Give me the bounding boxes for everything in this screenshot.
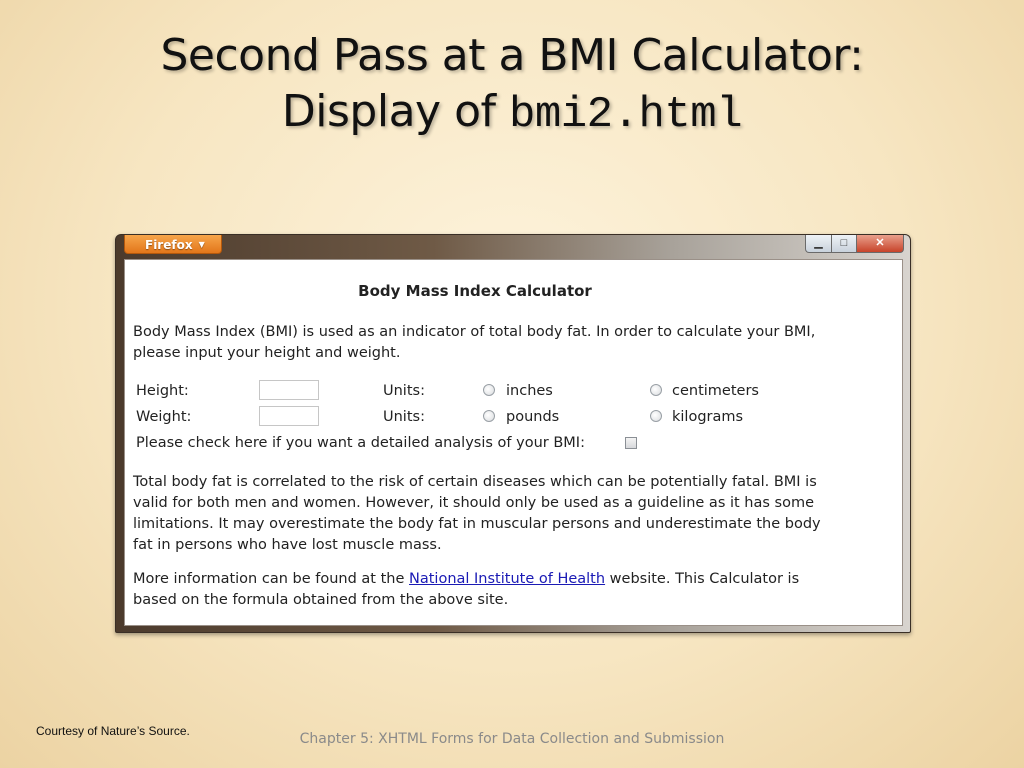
page-content bbox=[124, 259, 903, 626]
nih-link[interactable]: National Institute of Health bbox=[409, 571, 606, 587]
minimize-button[interactable] bbox=[805, 235, 832, 253]
inches-radio[interactable] bbox=[483, 384, 495, 396]
body-fat-paragraph: Total body fat is correlated to the risk of certain diseases which can be potentially fatal. BMI is valid for both men and women. However, it should only be used as a guideline as it has some limitations. It may overestimate the body fat in muscular persons and underestimate the body fat in persons who have lost muscle mass. bbox=[133, 474, 821, 553]
browser-window bbox=[115, 234, 911, 633]
courtesy-note: Courtesy of Nature’s Source. bbox=[36, 724, 190, 738]
chevron-down-icon: ▼ bbox=[198, 240, 205, 249]
detail-analysis-checkbox[interactable] bbox=[625, 437, 637, 449]
slide-title-filename: bmi2.html bbox=[508, 90, 743, 140]
weight-units-label: Units: bbox=[383, 409, 425, 425]
pounds-radio[interactable] bbox=[483, 410, 495, 422]
inches-label[interactable]: inches bbox=[506, 383, 553, 399]
centimeters-label[interactable]: centimeters bbox=[672, 383, 759, 399]
more-info-paragraph bbox=[133, 569, 823, 611]
browser-titlebar[interactable] bbox=[116, 235, 910, 259]
kilograms-radio[interactable] bbox=[650, 410, 662, 422]
pounds-label[interactable]: pounds bbox=[506, 409, 560, 425]
slide-title bbox=[0, 28, 1024, 143]
height-units-label: Units: bbox=[383, 383, 425, 399]
kilograms-label[interactable]: kilograms bbox=[672, 409, 744, 425]
firefox-menu-label: Firefox bbox=[145, 238, 193, 252]
window-controls bbox=[805, 235, 904, 254]
slide-footer: Chapter 5: XHTML Forms for Data Collection and Submission bbox=[299, 731, 725, 747]
close-icon: ✕ bbox=[875, 237, 885, 249]
firefox-menu-button[interactable] bbox=[124, 235, 222, 254]
weight-row bbox=[136, 406, 896, 428]
centimeters-radio[interactable] bbox=[650, 384, 662, 396]
maximize-icon: □ bbox=[840, 237, 848, 249]
slide-title-line2 bbox=[0, 84, 1024, 143]
weight-input[interactable] bbox=[259, 406, 319, 426]
height-input[interactable] bbox=[259, 380, 319, 400]
slide-title-prefix: Display of bbox=[281, 86, 509, 137]
detail-analysis-label: Please check here if you want a detailed analysis of your BMI: bbox=[136, 435, 585, 451]
more-info-prefix: More information can be found at the bbox=[133, 571, 409, 587]
minimize-icon: ▁ bbox=[814, 237, 823, 249]
height-row bbox=[136, 380, 896, 402]
slide-title-line1: Second Pass at a BMI Calculator: bbox=[160, 30, 864, 81]
close-button[interactable] bbox=[857, 235, 904, 253]
weight-label: Weight: bbox=[136, 409, 192, 425]
more-info-suffix: website. This Calculator is based on the formula obtained from the above site. bbox=[133, 571, 800, 608]
page-heading: Body Mass Index Calculator bbox=[358, 282, 592, 300]
maximize-button[interactable] bbox=[832, 235, 857, 253]
height-label: Height: bbox=[136, 383, 189, 399]
intro-paragraph: Body Mass Index (BMI) is used as an indicator of total body fat. In order to calculate your BMI, please input your height and weight. bbox=[133, 324, 816, 361]
